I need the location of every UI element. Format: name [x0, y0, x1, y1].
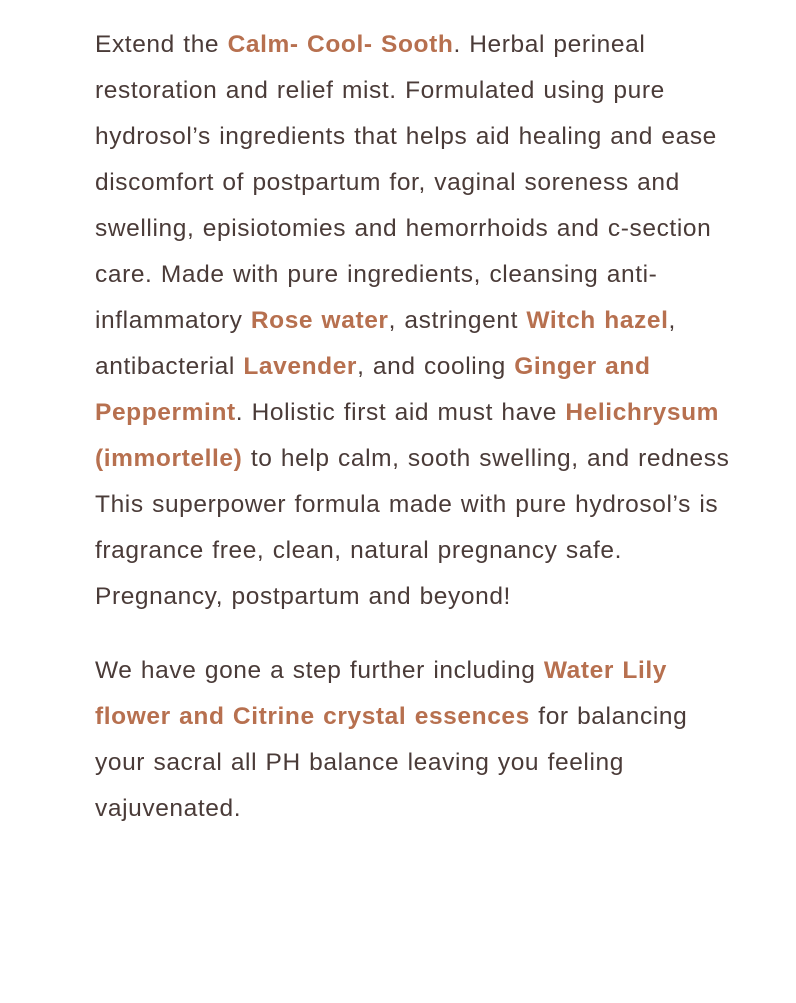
text-segment: Extend the [95, 31, 228, 58]
product-description [95, 22, 735, 832]
description-paragraph-2 [95, 648, 735, 832]
text-segment: , antibacterial [95, 307, 676, 380]
text-segment: . Herbal perineal restoration and relief mist. Formulated using pure hydrosol’s ingredients that helps aid healing and ease discomfort of postpartum for, vaginal soreness and swelling, episiotomies and hemorrhoids and c-section care. Made with pure ingredients, cleansing anti-inflammatory [95, 31, 717, 334]
text-segment: , and cooling [357, 353, 515, 380]
text-segment: for balancing your sacral all PH balance leaving you feeling vajuvenated. [95, 703, 688, 822]
ingredient-rose-water: Rose water [250, 307, 389, 334]
text-segment: We have gone a step further including [95, 657, 544, 684]
text-segment: to help calm, sooth swelling, and redness This superpower formula made with pure hydrosol’s is fragrance free, clean, natural pregnancy safe. Pregnancy, postpartum and beyond! [95, 445, 730, 610]
text-segment: . Holistic first aid must have [235, 399, 566, 426]
ingredient-helichrysum: Helichrysum (immortelle) [95, 399, 720, 472]
ingredient-witch-hazel: Witch hazel [526, 307, 669, 334]
product-name-highlight: Calm- Cool- Sooth [227, 31, 454, 58]
description-paragraph-1 [95, 22, 735, 620]
ingredient-lavender: Lavender [243, 353, 358, 380]
text-segment: , astringent [388, 307, 527, 334]
ingredient-essences: Water Lily flower and Citrine crystal essences [95, 657, 668, 730]
ingredient-ginger-peppermint: Ginger and Peppermint [95, 353, 651, 426]
